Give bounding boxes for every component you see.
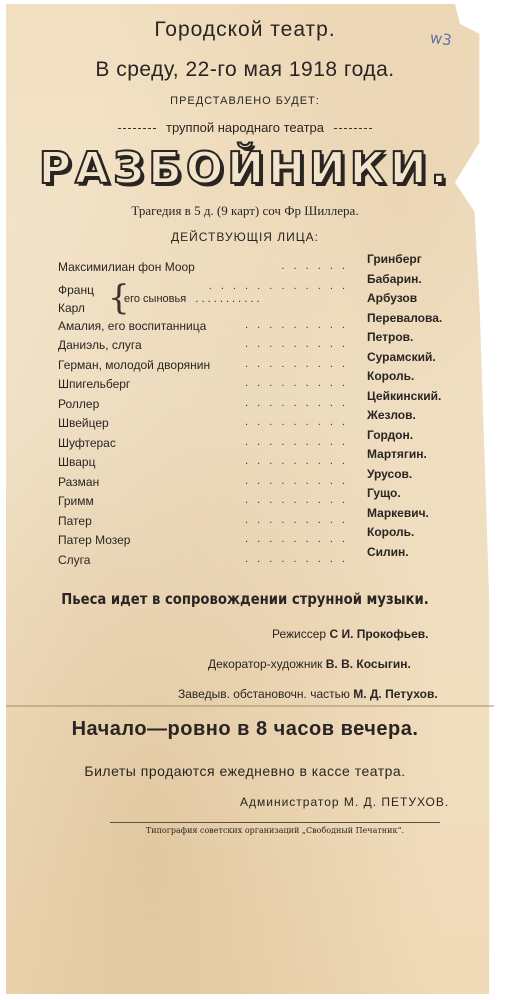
cast-role: Герман, молодой дворянин [58, 357, 211, 372]
cast-role: Франц [58, 283, 94, 297]
cast-row [40, 252, 430, 272]
troupe-line [20, 120, 470, 135]
cast-role: Амалия, его воспитанница [58, 318, 207, 333]
designer-label: Декоратор-художник [208, 657, 323, 671]
cast-actor: Арбузов [367, 291, 418, 305]
cast-role: Гримм [58, 494, 94, 508]
printer-line: Типография советских организаций „Свободный Печатник“. [145, 826, 405, 835]
leader-dots: . . . . . . . . . [245, 318, 348, 331]
cast-actor: Жезлов. [367, 408, 416, 422]
cast-row [40, 349, 436, 372]
cast-row [40, 369, 430, 389]
relation-text: его сыновья [124, 293, 187, 305]
leader-dots: . . . . . . . . . [245, 533, 348, 545]
start-time: Начало—ровно в 8 часов вечера. [71, 718, 419, 740]
cast-actor: Перевалова. [367, 310, 443, 325]
cast-role: Патер Мозер [58, 533, 131, 547]
stage-label: Заведыв. обстановочн. частью [178, 687, 350, 701]
cast-actor: Урусов. [367, 466, 413, 481]
leader-dots: . . . . . . . . . [245, 377, 348, 389]
cast-actor: Гринберг [367, 252, 422, 266]
leader-dots: . . . . . . . . . [245, 357, 348, 370]
brothers-roles [58, 281, 94, 317]
cast-actor: Мартягин. [367, 447, 427, 461]
cast-actor: Цейкинский. [367, 388, 442, 403]
administrator: Администратор М. Д. ПЕТУХОВ. [240, 795, 450, 809]
play-subtitle: Трагедия в 5 д. (9 карт) соч Фр Шиллера. [131, 203, 359, 218]
troupe-text: труппой народнаго театра [166, 120, 324, 135]
cast-actor: Петров. [367, 330, 414, 344]
cast-actor: Сурамский. [367, 349, 436, 364]
cast-role: Швейцер [58, 416, 109, 430]
leader-dots: . . . . . . . . . [245, 552, 348, 565]
cast-row [40, 428, 430, 448]
cast-row [40, 447, 430, 467]
designer-name: В. В. Косыгин. [325, 657, 411, 671]
cast-role: Шварц [58, 455, 96, 469]
cast-role: Роллер [58, 396, 100, 411]
cast-role: Разман [58, 474, 100, 489]
director-label: Режиссер [272, 627, 327, 641]
director-credit [272, 627, 428, 641]
tickets-note: Билеты продаются ежедневно в кассе театра. [84, 763, 406, 779]
music-note: Пьеса идет в сопровождении струнной музыки. [61, 590, 429, 608]
cast-row [40, 545, 430, 565]
cast-row [40, 525, 430, 545]
cast-role: Шпигельберг [58, 377, 131, 391]
leader-dots: . . . . . . . . . [245, 435, 348, 448]
cast-row [40, 330, 430, 350]
cast-heading: ДЕЙСТВУЮЩІЯ ЛИЦА: [170, 230, 319, 244]
stage-credit [178, 687, 438, 701]
leader-dots: . . . . . . . . . [245, 416, 348, 428]
brace-glyph: { [108, 278, 130, 318]
play-title: РАЗБОЙНИКИ. [38, 143, 452, 194]
cast-role: Слуга [58, 552, 91, 567]
dash-ornament [334, 128, 372, 129]
leader-dots: . . . . . . . . . [245, 396, 348, 409]
cast-row [40, 408, 430, 428]
leader-dots: . . . . . . . . . [245, 494, 348, 506]
leader-dots: . . . . . . . . . . . . [208, 279, 348, 292]
cast-actor: Гущо. [367, 486, 401, 500]
brothers-relation [124, 293, 260, 305]
performance-date: В среду, 22-го мая 1918 года. [95, 58, 395, 81]
stage-name: М. Д. Петухов. [353, 687, 438, 701]
cast-row [40, 388, 442, 411]
cast-role: Максимилиан фон Моор [58, 260, 195, 274]
cast-row [40, 506, 430, 526]
cast-actor: Король. [367, 525, 415, 539]
cast-row [40, 467, 430, 487]
cast-actor: Гордон. [367, 427, 414, 442]
cast-actor: Король. [367, 369, 415, 383]
designer-credit [208, 657, 411, 671]
leader-dots: . . . . . . . . . [245, 474, 348, 487]
dash-ornament [118, 128, 156, 129]
cast-role: Даниэль, слуга [58, 338, 142, 352]
cast-row [40, 486, 430, 506]
leader-dots: . . . . . . . . . [245, 455, 348, 467]
leader-dots: . . . . . . . . . [245, 338, 348, 350]
presented-label: ПРЕДСТАВЛЕНО БУДЕТ: [170, 95, 320, 107]
handwritten-mark: w3 [428, 28, 453, 50]
cast-role: Патер [58, 513, 92, 528]
fold-crease [6, 705, 494, 707]
leader-dots: . . . . . . . . . [245, 513, 348, 526]
cast-actor: Бабарин. [367, 271, 422, 286]
cast-role: Карл [58, 301, 85, 315]
theater-name: Городской театр. [154, 18, 336, 41]
leader-dots: . . . . . . . . . . . [189, 293, 260, 305]
cast-actor: Маркевич. [367, 505, 429, 520]
divider [110, 822, 440, 823]
leader-dots: . . . . . . [281, 260, 348, 272]
cast-actor: Силин. [367, 544, 409, 559]
cast-role: Шуфтерас [58, 435, 116, 450]
director-name: С И. Прокофьев. [329, 627, 429, 641]
